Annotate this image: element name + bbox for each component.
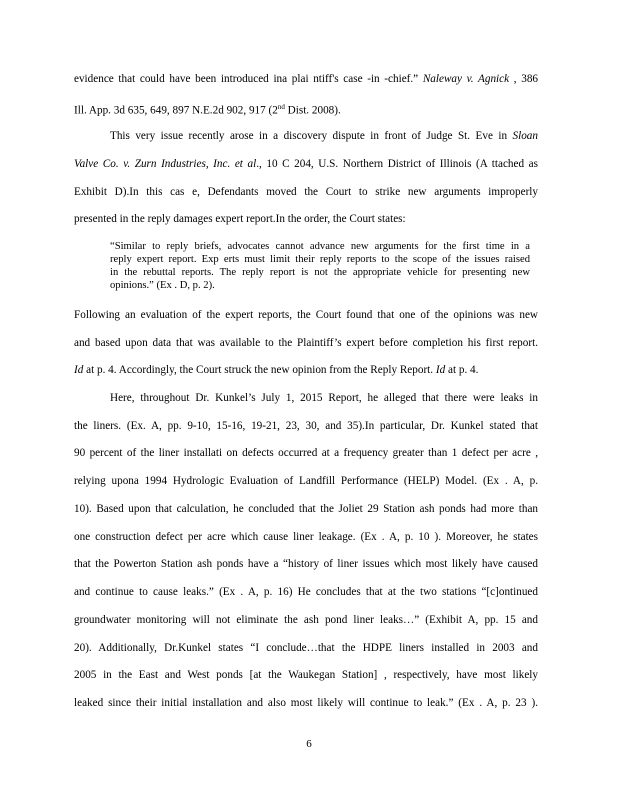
text-line: 20). Additionally, Dr.Kunkel states “I conclude…that the HDPE liners installed in 2003 and xyxy=(74,642,538,654)
text-line: and continue to cause leaks.” (Ex . A, p. 16) He concludes that at the two stations “[c]ontinued xyxy=(74,586,538,598)
quote-line: in the rebuttal reports. The reply report is not the appropriate vehicle for presenting new xyxy=(110,267,530,278)
text-line: relying upona 1994 Hydrologic Evaluation of Landfill Performance (HELP) Model. (Ex . A, p. xyxy=(74,475,538,487)
quote-line: “Similar to reply briefs, advocates cannot advance new arguments for the first time in a xyxy=(110,241,530,252)
text-line: Exhibit D).In this cas e, Defendants moved the Court to strike new arguments improperly xyxy=(74,186,538,198)
text-line: groundwater monitoring will not eliminate the ash pond liner leaks…” (Exhibit A, pp. 15 and xyxy=(74,614,538,626)
text-line: and based upon data that was available to the Plaintiff’s expert before completion his first report. xyxy=(74,337,538,349)
text-line: leaked since their initial installation and also most likely will continue to leak.” (Ex . A, p. 23 ). xyxy=(74,697,538,709)
text-line: that the Powerton Station ash ponds have a “history of liner issues which most likely have caused xyxy=(74,558,538,570)
text-line: 10). Based upon that calculation, he concluded that the Joliet 29 Station ash ponds had more than xyxy=(74,503,538,515)
text-line: the liners. (Ex. A, pp. 9-10, 15-16, 19-21, 23, 30, and 35).In particular, Dr. Kunkel stated that xyxy=(74,420,538,432)
text-line: 90 percent of the liner installati on defects occurred at a frequency greater than 1 defect per acre , xyxy=(74,447,538,459)
text-line: Here, throughout Dr. Kunkel’s July 1, 2015 Report, he alleged that there were leaks in xyxy=(110,392,538,404)
text-line: Id at p. 4. Accordingly, the Court struck the new opinion from the Reply Report. Id at p. 4. xyxy=(74,364,479,376)
text-line: evidence that could have been introduced ina plai ntiff's case -in -chief.” Naleway v. Agnick , 386 xyxy=(74,73,539,85)
text-line: Valve Co. v. Zurn Industries, Inc. et al., 10 C 204, U.S. Northern District of Illinois (A ttached as xyxy=(74,158,538,170)
quote-line: reply expert report. Exp erts must limit their reply reports to the scope of the issues raised xyxy=(110,254,530,265)
text-line: one construction defect per acre which cause liner leakage. (Ex . A, p. 10 ). Moreover, he states xyxy=(74,531,538,543)
page-number: 6 xyxy=(306,738,312,750)
text-line: 2005 in the East and West ponds [at the Waukegan Station] , respectively, have most likely xyxy=(74,669,538,681)
quote-line: opinions.” (Ex . D, p. 2). xyxy=(110,280,215,291)
text-line: This very issue recently arose in a discovery dispute in front of Judge St. Eve in Sloan xyxy=(110,130,538,142)
text-line: Following an evaluation of the expert reports, the Court found that one of the opinions was new xyxy=(74,309,538,321)
text-line: Ill. App. 3d 635, 649, 897 N.E.2d 902, 917 (2nd Dist. 2008). xyxy=(74,103,341,117)
text-line: presented in the reply damages expert report.In the order, the Court states: xyxy=(74,213,406,225)
